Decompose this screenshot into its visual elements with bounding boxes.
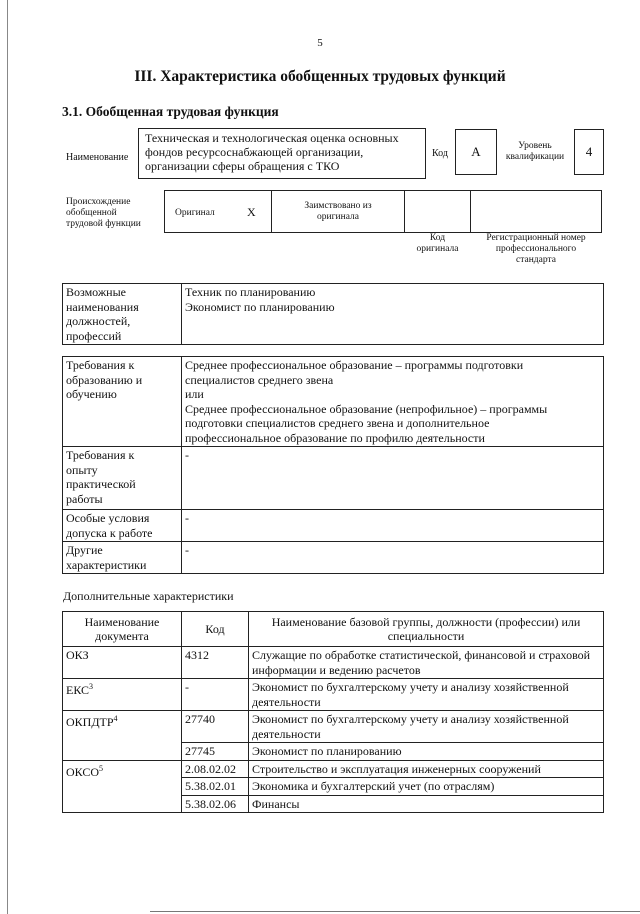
code-caption-line: оригинала (416, 244, 459, 254)
label-line: характеристики (66, 557, 147, 572)
reg-caption-line: стандарта (516, 255, 556, 265)
label-line: работы (66, 491, 103, 506)
label-line: допуска к работе (66, 525, 153, 540)
positions-label (63, 284, 182, 345)
label-line: опыту (66, 462, 98, 477)
original-code-cell (404, 190, 471, 233)
doc-name: ОКПДТР (66, 715, 114, 729)
reg-caption (470, 233, 602, 266)
level-value: 4 (574, 129, 604, 175)
value-line: или (185, 387, 204, 401)
original-label: Оригинал (175, 208, 215, 218)
footnote-mark: 5 (99, 763, 104, 773)
header-code: Код (182, 612, 249, 647)
requirement-value (182, 542, 604, 574)
label-line: наименования (66, 299, 139, 314)
scan-edge-line (150, 911, 640, 912)
name-cell: Финансы (249, 795, 604, 813)
requirement-value (182, 447, 604, 510)
position-item: Техник по планированию (185, 285, 316, 299)
code-value: А (455, 129, 497, 175)
borrowed-cell (271, 190, 405, 233)
code-caption (404, 233, 471, 255)
function-name-line: Техническая и технологическая оценка основных (145, 131, 399, 145)
table-row (63, 510, 604, 542)
borrowed-label-line: оригинала (317, 212, 359, 222)
value-line: Среднее профессиональное образование – программы подготовки (185, 358, 524, 372)
doc-name: ОКЗ (66, 648, 89, 662)
label-line: практической (66, 477, 136, 491)
doc-cell (63, 711, 182, 761)
code-label: Код (432, 148, 448, 159)
header-doc: Наименование документа (63, 612, 182, 647)
table-row (63, 711, 604, 743)
doc-cell (63, 647, 182, 679)
doc-name: ЕКС (66, 683, 90, 697)
name-cell: Служащие по обработке статистической, финансовой и страховой информации и ведению расчетов (249, 647, 604, 679)
function-name-box (138, 128, 426, 179)
footnote-mark: 4 (113, 714, 118, 723)
value-line: - (185, 448, 189, 462)
requirement-label (63, 357, 182, 447)
name-label: Наименование (66, 152, 129, 163)
table-row (63, 679, 604, 711)
value-line: специалистов среднего звена (185, 372, 334, 387)
label-line: Другие (66, 543, 103, 557)
positions-table (62, 283, 604, 345)
label-line: Требования к (66, 358, 135, 372)
additional-title: Дополнительные характеристики (63, 589, 234, 603)
value-line: профессиональное образование по профилю деятельности (185, 430, 485, 445)
table-row (63, 760, 604, 778)
section-title: III. Характеристика обобщенных трудовых функций (134, 68, 506, 85)
value-line: - (185, 543, 189, 557)
table-header-row (63, 612, 604, 647)
table-row (63, 542, 604, 574)
label-line: профессий (66, 328, 122, 343)
label-line: Требования к (66, 448, 135, 462)
original-mark: Х (247, 205, 256, 219)
function-name-line: фондов ресурсоснабжающей организации, (145, 145, 364, 159)
requirement-value (182, 510, 604, 542)
doc-cell (63, 760, 182, 813)
requirement-label (63, 447, 182, 510)
level-label (500, 141, 570, 163)
footnote-mark: 3 (89, 682, 94, 691)
code-cell: 27740 (182, 711, 249, 743)
level-label-line: квалификации (505, 152, 565, 162)
value-line: - (185, 511, 189, 525)
value-line: Среднее профессиональное образование (непрофильное) – программы (185, 401, 548, 416)
original-cell (164, 190, 272, 233)
table-row (63, 647, 604, 679)
name-cell: Строительство и эксплуатация инженерных сооружений (249, 760, 604, 778)
label-line: Возможные (66, 285, 126, 299)
code-cell: 27745 (182, 743, 249, 761)
label-line: должностей, (66, 314, 131, 328)
reg-number-cell (470, 190, 602, 233)
origin-label-line: обобщенной (66, 208, 117, 218)
code-cell: 5.38.02.06 (182, 795, 249, 813)
doc-cell (63, 679, 182, 711)
label-line: Особые условия (66, 511, 150, 525)
origin-label (66, 197, 141, 230)
subsection-title: 3.1. Обобщенная трудовая функция (62, 104, 279, 119)
page-number: 5 (317, 37, 323, 49)
label-line: образованию и (66, 372, 143, 387)
origin-label-line: Происхождение (66, 197, 131, 207)
requirement-label (63, 542, 182, 574)
requirement-label (63, 510, 182, 542)
reg-caption-line: профессионального (495, 244, 577, 254)
table-row (63, 357, 604, 447)
doc-name: ОКСО (66, 764, 100, 779)
requirements-table (62, 356, 604, 574)
positions-values (182, 284, 604, 345)
additional-table (62, 611, 604, 813)
function-name-line: организации сферы обращения с ТКО (145, 159, 340, 173)
name-cell: Экономист по бухгалтерскому учету и анализу хозяйственной деятельности (249, 711, 604, 743)
name-cell: Экономика и бухгалтерский учет (по отраслям) (249, 778, 604, 796)
position-item: Экономист по планированию (185, 299, 335, 314)
code-caption-line: Код (429, 233, 446, 243)
level-label-line: Уровень (518, 141, 552, 151)
code-cell: - (182, 679, 249, 711)
label-line: обучению (66, 387, 117, 401)
table-row (63, 284, 604, 345)
reg-caption-line: Регистрационный номер (486, 233, 586, 243)
name-cell: Экономист по планированию (249, 743, 604, 761)
code-cell: 4312 (182, 647, 249, 679)
table-row (63, 447, 604, 510)
header-name: Наименование базовой группы, должности (профессии) или специальности (249, 612, 604, 647)
borrowed-label-line: Заимствовано из (304, 201, 372, 211)
code-cell: 2.08.02.02 (182, 760, 249, 778)
code-cell: 5.38.02.01 (182, 778, 249, 796)
name-cell: Экономист по бухгалтерскому учету и анализу хозяйственной деятельности (249, 679, 604, 711)
value-line: подготовки специалистов среднего звена и дополнительное (185, 416, 490, 430)
scan-edge-line (7, 0, 8, 914)
origin-label-line: трудовой функции (66, 219, 141, 229)
requirement-value (182, 357, 604, 447)
